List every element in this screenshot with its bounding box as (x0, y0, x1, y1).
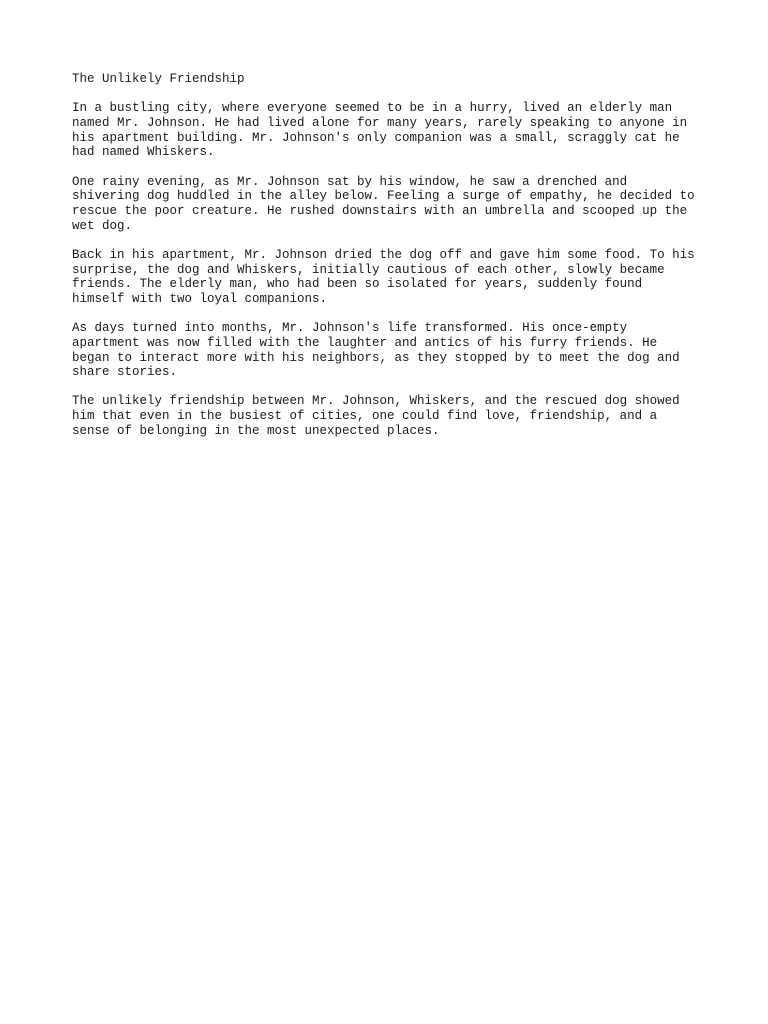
paragraph-line: sense of belonging in the most unexpected places. (72, 423, 440, 438)
paragraph-line: Back in his apartment, Mr. Johnson dried the dog off and gave him some food. To his (72, 247, 695, 262)
paragraph-line: shivering dog huddled in the alley below. Feeling a surge of empathy, he decided to (72, 189, 695, 204)
paragraph-line: The unlikely friendship between Mr. Johnson, Whiskers, and the rescued dog showed (72, 394, 680, 409)
paragraph-line: him that even in the busiest of cities, one could find love, friendship, and a (72, 409, 658, 424)
paragraph-4 (72, 321, 708, 380)
paragraph-5 (72, 394, 708, 438)
paragraph-line: As days turned into months, Mr. Johnson's life transformed. His once-empty (72, 321, 628, 336)
paragraph-line: In a bustling city, where everyone seemed to be in a hurry, lived an elderly man (72, 101, 673, 116)
paragraph-line: wet dog. (72, 218, 133, 233)
paragraph-line: his apartment building. Mr. Johnson's only companion was a small, scraggly cat he (72, 130, 680, 145)
paragraph-line: share stories. (72, 365, 178, 380)
paragraph-line: had named Whiskers. (72, 145, 215, 160)
paragraph-line: surprise, the dog and Whiskers, initially cautious of each other, slowly became (72, 262, 665, 277)
paragraph-line: named Mr. Johnson. He had lived alone for many years, rarely speaking to anyone in (72, 115, 688, 130)
document-title: The Unlikely Friendship (72, 72, 245, 86)
paragraph-2 (72, 175, 708, 234)
paragraph-line: friends. The elderly man, who had been so isolated for years, suddenly found (72, 277, 643, 292)
paragraph-line: rescue the poor creature. He rushed downstairs with an umbrella and scooped up the (72, 203, 688, 218)
paragraph-line: himself with two loyal companions. (72, 291, 328, 306)
paragraph-line: began to interact more with his neighbors, as they stopped by to meet the dog and (72, 350, 680, 365)
paragraph-3 (72, 248, 708, 307)
paragraph-line: One rainy evening, as Mr. Johnson sat by his window, he saw a drenched and (72, 174, 628, 189)
paragraph-line: apartment was now filled with the laughter and antics of his furry friends. He (72, 335, 658, 350)
paragraph-1 (72, 101, 708, 160)
